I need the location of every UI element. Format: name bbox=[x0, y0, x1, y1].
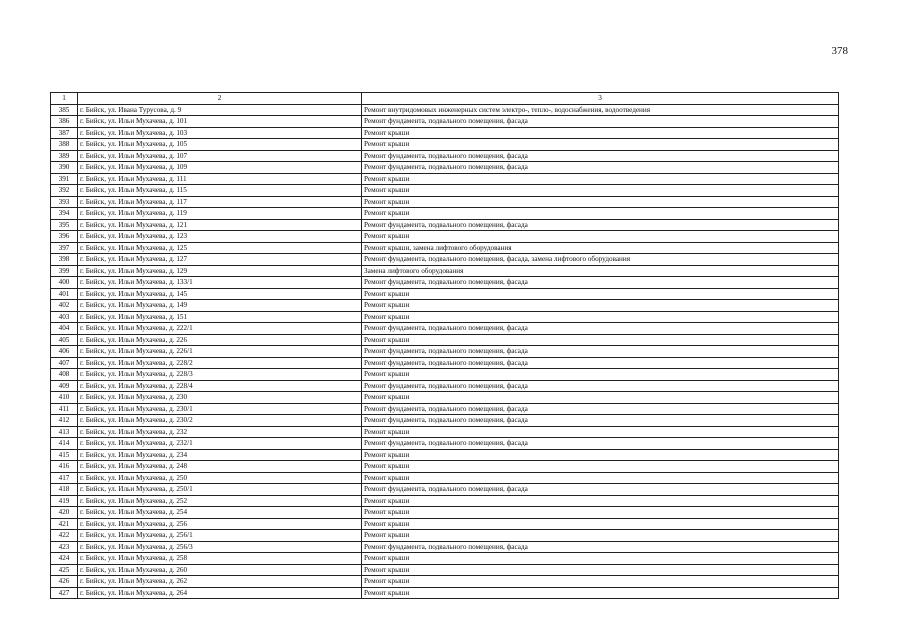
table-row bbox=[51, 219, 839, 231]
row-address: г. Бийск, ул. Ильи Мухачева, д. 111 bbox=[78, 173, 362, 185]
row-address: г. Бийск, ул. Ильи Мухачева, д. 127 bbox=[78, 254, 362, 266]
table-row bbox=[51, 173, 839, 185]
row-number: 387 bbox=[51, 127, 78, 139]
repair-table bbox=[50, 92, 839, 599]
row-number: 419 bbox=[51, 495, 78, 507]
table-row bbox=[51, 162, 839, 174]
row-address: г. Бийск, ул. Ильи Мухачева, д. 107 bbox=[78, 150, 362, 162]
row-work-type: Ремонт фундамента, подвального помещения, фасада bbox=[362, 357, 839, 369]
table-row bbox=[51, 185, 839, 197]
row-address: г. Бийск, ул. Ильи Мухачева, д. 121 bbox=[78, 219, 362, 231]
row-number: 389 bbox=[51, 150, 78, 162]
row-work-type: Ремонт крыши bbox=[362, 231, 839, 243]
row-work-type: Ремонт крыши bbox=[362, 449, 839, 461]
row-number: 400 bbox=[51, 277, 78, 289]
row-work-type: Ремонт фундамента, подвального помещения, фасада bbox=[362, 116, 839, 128]
row-number: 403 bbox=[51, 311, 78, 323]
row-number: 393 bbox=[51, 196, 78, 208]
row-work-type: Ремонт фундамента, подвального помещения, фасада bbox=[362, 484, 839, 496]
row-number: 399 bbox=[51, 265, 78, 277]
row-address: г. Бийск, ул. Ильи Мухачева, д. 226 bbox=[78, 334, 362, 346]
row-number: 402 bbox=[51, 300, 78, 312]
row-work-type: Ремонт фундамента, подвального помещения, фасада bbox=[362, 323, 839, 335]
row-work-type: Ремонт крыши bbox=[362, 311, 839, 323]
row-number: 408 bbox=[51, 369, 78, 381]
row-address: г. Бийск, ул. Ильи Мухачева, д. 256/3 bbox=[78, 541, 362, 553]
row-work-type: Ремонт фундамента, подвального помещения, фасада bbox=[362, 541, 839, 553]
row-work-type: Ремонт крыши bbox=[362, 300, 839, 312]
header-col-2: 2 bbox=[78, 93, 362, 105]
row-address: г. Бийск, ул. Ильи Мухачева, д. 252 bbox=[78, 495, 362, 507]
table-row bbox=[51, 472, 839, 484]
row-work-type: Ремонт крыши bbox=[362, 461, 839, 473]
row-address: г. Бийск, ул. Ильи Мухачева, д. 101 bbox=[78, 116, 362, 128]
table-row bbox=[51, 461, 839, 473]
row-address: г. Бийск, ул. Ильи Мухачева, д. 228/4 bbox=[78, 380, 362, 392]
row-address: г. Бийск, ул. Ильи Мухачева, д. 151 bbox=[78, 311, 362, 323]
table-row bbox=[51, 530, 839, 542]
row-address: г. Бийск, ул. Ильи Мухачева, д. 262 bbox=[78, 576, 362, 588]
row-work-type: Ремонт крыши bbox=[362, 288, 839, 300]
row-address: г. Бийск, ул. Ильи Мухачева, д. 149 bbox=[78, 300, 362, 312]
row-address: г. Бийск, ул. Ильи Мухачева, д. 232 bbox=[78, 426, 362, 438]
row-work-type: Ремонт крыши bbox=[362, 553, 839, 565]
row-work-type: Ремонт фундамента, подвального помещения, фасада bbox=[362, 150, 839, 162]
row-work-type: Ремонт крыши bbox=[362, 472, 839, 484]
table-row bbox=[51, 518, 839, 530]
table-row bbox=[51, 484, 839, 496]
table-row bbox=[51, 380, 839, 392]
table-row bbox=[51, 323, 839, 335]
table-row bbox=[51, 449, 839, 461]
row-work-type: Ремонт крыши bbox=[362, 495, 839, 507]
table-row bbox=[51, 150, 839, 162]
row-address: г. Бийск, ул. Ильи Мухачева, д. 119 bbox=[78, 208, 362, 220]
row-address: г. Бийск, ул. Ильи Мухачева, д. 230/2 bbox=[78, 415, 362, 427]
row-work-type: Ремонт крыши bbox=[362, 576, 839, 588]
table-row bbox=[51, 403, 839, 415]
row-work-type: Ремонт крыши bbox=[362, 530, 839, 542]
table-row bbox=[51, 415, 839, 427]
row-work-type: Ремонт внутридомовых инженерных систем электро-, тепло-, водоснабжения, водоотведения bbox=[362, 104, 839, 116]
table-row bbox=[51, 139, 839, 151]
table-row bbox=[51, 254, 839, 266]
row-number: 426 bbox=[51, 576, 78, 588]
row-number: 406 bbox=[51, 346, 78, 358]
row-work-type: Ремонт крыши bbox=[362, 392, 839, 404]
row-number: 386 bbox=[51, 116, 78, 128]
table-row bbox=[51, 438, 839, 450]
row-address: г. Бийск, ул. Ильи Мухачева, д. 230 bbox=[78, 392, 362, 404]
row-address: г. Бийск, ул. Ильи Мухачева, д. 228/2 bbox=[78, 357, 362, 369]
row-number: 421 bbox=[51, 518, 78, 530]
row-number: 410 bbox=[51, 392, 78, 404]
row-number: 385 bbox=[51, 104, 78, 116]
row-number: 417 bbox=[51, 472, 78, 484]
row-number: 422 bbox=[51, 530, 78, 542]
row-work-type: Ремонт фундамента, подвального помещения, фасада bbox=[362, 438, 839, 450]
table-row bbox=[51, 507, 839, 519]
row-number: 411 bbox=[51, 403, 78, 415]
row-address: г. Бийск, ул. Ильи Мухачева, д. 103 bbox=[78, 127, 362, 139]
row-work-type: Ремонт крыши bbox=[362, 196, 839, 208]
row-work-type: Ремонт крыши, замена лифтового оборудования bbox=[362, 242, 839, 254]
row-number: 394 bbox=[51, 208, 78, 220]
row-work-type: Ремонт крыши bbox=[362, 587, 839, 599]
row-number: 395 bbox=[51, 219, 78, 231]
table-row bbox=[51, 277, 839, 289]
table-row bbox=[51, 311, 839, 323]
row-work-type: Ремонт фундамента, подвального помещения, фасада bbox=[362, 415, 839, 427]
row-number: 388 bbox=[51, 139, 78, 151]
row-number: 425 bbox=[51, 564, 78, 576]
table-row bbox=[51, 392, 839, 404]
row-address: г. Бийск, ул. Ильи Мухачева, д. 260 bbox=[78, 564, 362, 576]
table-row bbox=[51, 346, 839, 358]
row-address: г. Бийск, ул. Ильи Мухачева, д. 145 bbox=[78, 288, 362, 300]
table-row bbox=[51, 300, 839, 312]
row-work-type: Ремонт крыши bbox=[362, 185, 839, 197]
row-work-type: Ремонт крыши bbox=[362, 426, 839, 438]
row-number: 414 bbox=[51, 438, 78, 450]
row-number: 405 bbox=[51, 334, 78, 346]
table-row bbox=[51, 242, 839, 254]
row-number: 424 bbox=[51, 553, 78, 565]
row-address: г. Бийск, ул. Ильи Мухачева, д. 248 bbox=[78, 461, 362, 473]
row-address: г. Бийск, ул. Ильи Мухачева, д. 125 bbox=[78, 242, 362, 254]
row-number: 413 bbox=[51, 426, 78, 438]
row-address: г. Бийск, ул. Ильи Мухачева, д. 250 bbox=[78, 472, 362, 484]
row-address: г. Бийск, ул. Ильи Мухачева, д. 256/1 bbox=[78, 530, 362, 542]
row-number: 396 bbox=[51, 231, 78, 243]
row-number: 391 bbox=[51, 173, 78, 185]
row-address: г. Бийск, ул. Ильи Мухачева, д. 258 bbox=[78, 553, 362, 565]
row-address: г. Бийск, ул. Ильи Мухачева, д. 234 bbox=[78, 449, 362, 461]
row-number: 412 bbox=[51, 415, 78, 427]
header-col-3: 3 bbox=[362, 93, 839, 105]
header-col-1: 1 bbox=[51, 93, 78, 105]
row-number: 390 bbox=[51, 162, 78, 174]
row-address: г. Бийск, ул. Ильи Мухачева, д. 133/1 bbox=[78, 277, 362, 289]
row-address: г. Бийск, ул. Ильи Мухачева, д. 264 bbox=[78, 587, 362, 599]
row-work-type: Ремонт крыши bbox=[362, 369, 839, 381]
row-work-type: Ремонт фундамента, подвального помещения, фасада bbox=[362, 219, 839, 231]
row-address: г. Бийск, ул. Ильи Мухачева, д. 232/1 bbox=[78, 438, 362, 450]
table-row bbox=[51, 196, 839, 208]
table-row bbox=[51, 357, 839, 369]
row-address: г. Бийск, ул. Ильи Мухачева, д. 123 bbox=[78, 231, 362, 243]
row-address: г. Бийск, ул. Ильи Мухачева, д. 226/1 bbox=[78, 346, 362, 358]
row-address: г. Бийск, ул. Ильи Мухачева, д. 222/1 bbox=[78, 323, 362, 335]
row-number: 420 bbox=[51, 507, 78, 519]
table-header-row bbox=[51, 93, 839, 105]
row-work-type: Ремонт фундамента, подвального помещения, фасада bbox=[362, 346, 839, 358]
table-row bbox=[51, 576, 839, 588]
row-address: г. Бийск, ул. Ильи Мухачева, д. 129 bbox=[78, 265, 362, 277]
row-work-type: Ремонт фундамента, подвального помещения, фасада bbox=[362, 162, 839, 174]
table-row bbox=[51, 265, 839, 277]
table-row bbox=[51, 208, 839, 220]
table-row bbox=[51, 104, 839, 116]
row-number: 427 bbox=[51, 587, 78, 599]
row-work-type: Ремонт крыши bbox=[362, 139, 839, 151]
row-address: г. Бийск, ул. Ильи Мухачева, д. 228/3 bbox=[78, 369, 362, 381]
row-work-type: Ремонт фундамента, подвального помещения, фасада bbox=[362, 277, 839, 289]
table-row bbox=[51, 495, 839, 507]
row-number: 416 bbox=[51, 461, 78, 473]
row-address: г. Бийск, ул. Ильи Мухачева, д. 256 bbox=[78, 518, 362, 530]
row-work-type: Ремонт крыши bbox=[362, 334, 839, 346]
table-row bbox=[51, 564, 839, 576]
row-address: г. Бийск, ул. Ильи Мухачева, д. 230/1 bbox=[78, 403, 362, 415]
row-number: 415 bbox=[51, 449, 78, 461]
row-address: г. Бийск, ул. Ильи Мухачева, д. 115 bbox=[78, 185, 362, 197]
row-address: г. Бийск, ул. Ильи Мухачева, д. 109 bbox=[78, 162, 362, 174]
table-row bbox=[51, 231, 839, 243]
row-number: 409 bbox=[51, 380, 78, 392]
table-row bbox=[51, 334, 839, 346]
page-number: 378 bbox=[831, 45, 848, 57]
row-number: 392 bbox=[51, 185, 78, 197]
table-row bbox=[51, 288, 839, 300]
row-work-type: Ремонт крыши bbox=[362, 127, 839, 139]
row-address: г. Бийск, ул. Ильи Мухачева, д. 117 bbox=[78, 196, 362, 208]
row-address: г. Бийск, ул. Ивана Турусова, д. 9 bbox=[78, 104, 362, 116]
row-number: 418 bbox=[51, 484, 78, 496]
row-number: 397 bbox=[51, 242, 78, 254]
row-number: 407 bbox=[51, 357, 78, 369]
table-row bbox=[51, 116, 839, 128]
row-work-type: Ремонт крыши bbox=[362, 518, 839, 530]
row-number: 423 bbox=[51, 541, 78, 553]
row-work-type: Ремонт крыши bbox=[362, 564, 839, 576]
row-address: г. Бийск, ул. Ильи Мухачева, д. 254 bbox=[78, 507, 362, 519]
row-work-type: Ремонт крыши bbox=[362, 173, 839, 185]
row-work-type: Ремонт фундамента, подвального помещения, фасада, замена лифтового оборудования bbox=[362, 254, 839, 266]
table-row bbox=[51, 369, 839, 381]
table-row bbox=[51, 541, 839, 553]
row-work-type: Ремонт крыши bbox=[362, 208, 839, 220]
table-row bbox=[51, 553, 839, 565]
table-row bbox=[51, 127, 839, 139]
row-number: 401 bbox=[51, 288, 78, 300]
row-address: г. Бийск, ул. Ильи Мухачева, д. 105 bbox=[78, 139, 362, 151]
row-work-type: Замена лифтового оборудования bbox=[362, 265, 839, 277]
table-row bbox=[51, 426, 839, 438]
row-work-type: Ремонт фундамента, подвального помещения, фасада bbox=[362, 380, 839, 392]
row-address: г. Бийск, ул. Ильи Мухачева, д. 250/1 bbox=[78, 484, 362, 496]
row-number: 404 bbox=[51, 323, 78, 335]
row-work-type: Ремонт фундамента, подвального помещения, фасада bbox=[362, 403, 839, 415]
row-number: 398 bbox=[51, 254, 78, 266]
row-work-type: Ремонт крыши bbox=[362, 507, 839, 519]
table-row bbox=[51, 587, 839, 599]
